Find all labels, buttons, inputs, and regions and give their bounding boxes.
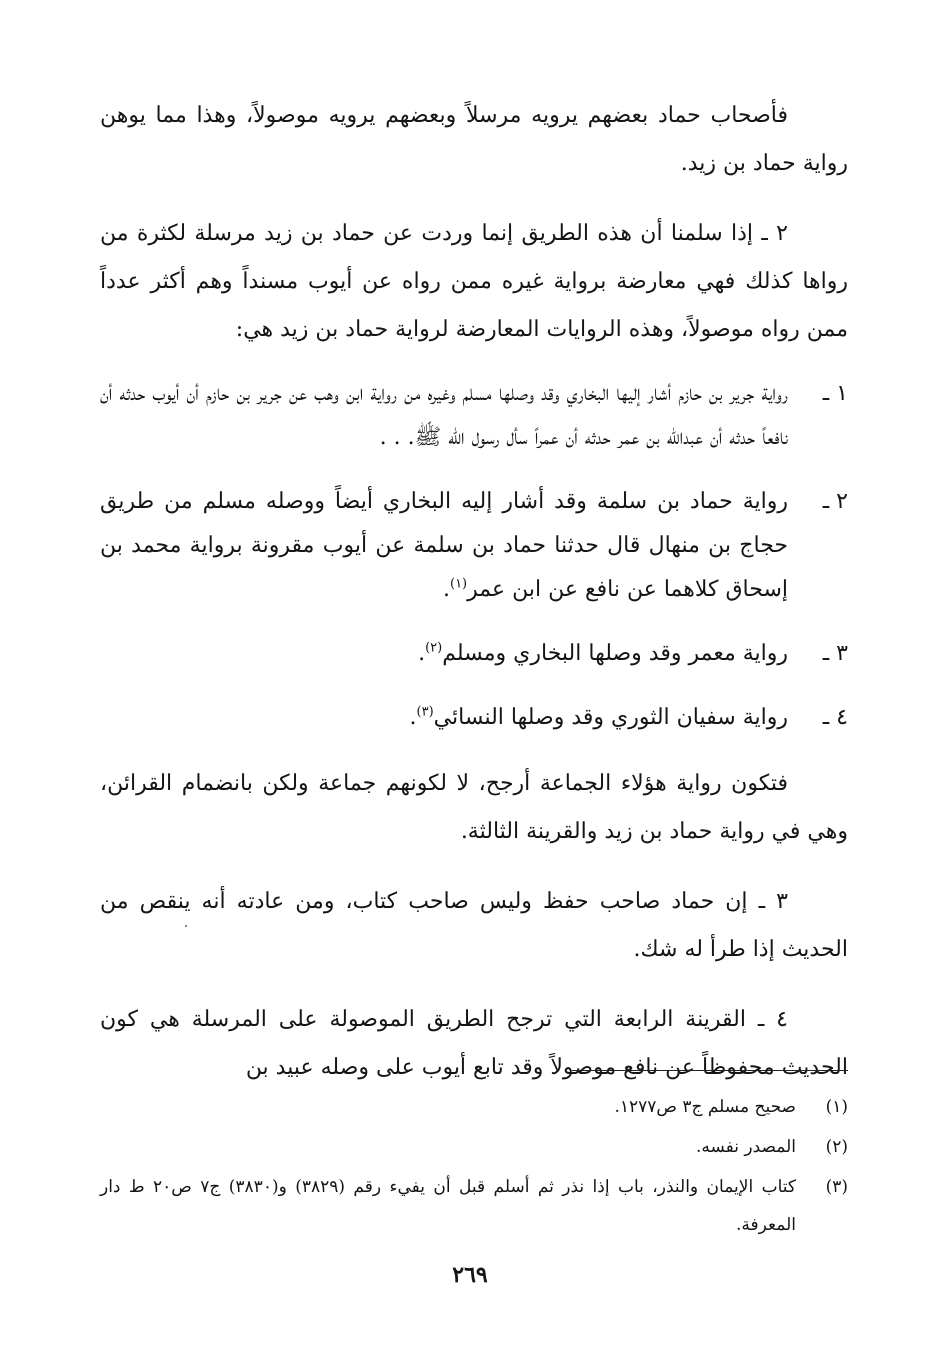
list-text: رواية معمر وقد وصلها البخاري ومسلم xyxy=(442,641,788,666)
list-item: ٤ ـ رواية سفيان الثوري وقد وصلها النسائي$^{(٣)}$. xyxy=(100,696,848,740)
list-item: ٣ ـ رواية معمر وقد وصلها البخاري ومسلم$^{(٢)}$. xyxy=(100,632,848,676)
paragraph-conclusion: فتكون رواية هؤلاء الجماعة أرجح، لا لكونهم جماعة ولكن بانضمام القرائن، وهي في رواية حماد بن زيد والقرينة الثالثة. xyxy=(100,771,848,844)
footnote-separator xyxy=(572,1070,848,1071)
footnote xyxy=(100,1128,848,1166)
footnote-ref: (١) xyxy=(449,576,468,592)
page-number: ٢٦٩ xyxy=(452,1262,488,1288)
footnote-ref: (٢) xyxy=(425,640,443,656)
footnote xyxy=(100,1088,848,1126)
list-number: ٣ ـ xyxy=(822,641,848,666)
footnotes xyxy=(100,1088,848,1246)
footnote-number: (١) xyxy=(825,1097,848,1117)
list-item xyxy=(100,372,848,460)
footnote-ref: (٣) xyxy=(416,704,434,720)
scan-speck xyxy=(185,925,187,927)
paragraph-fourth-point: ٤ ـ القرينة الرابعة التي ترجح الطريق الموصولة على المرسلة هي كون الحديث محفوظاً عن نافع موصولاً وقد تابع أيوب على وصله عبيد بن xyxy=(100,1007,848,1080)
footnote-text: المصدر نفسه. xyxy=(695,1137,796,1157)
list-number: ١ ـ xyxy=(822,381,848,406)
paragraph-intro: فأصحاب حماد بعضهم يرويه مرسلاً وبعضهم يرويه موصولاً، وهذا مما يوهن رواية حماد بن زيد. xyxy=(100,103,848,176)
paragraph-third-point: ٣ ـ إن حماد صاحب حفظ وليس صاحب كتاب، ومن عادته أنه ينقص من الحديث إذا طرأ له شك. xyxy=(100,889,848,962)
list-text: رواية سفيان الثوري وقد وصلها النسائي xyxy=(433,705,788,730)
list-number: ٢ ـ xyxy=(822,489,848,514)
footnote-text: كتاب الإيمان والنذر، باب إذا نذر ثم أسلم قبل أن يفيء رقم (٣٨٢٩) و(٣٨٣٠) ج٧ ص٢٠ ط دار المعرفة. xyxy=(100,1177,796,1235)
footnote xyxy=(100,1168,848,1244)
footnote-text: صحيح مسلم ج٣ ص١٢٧٧. xyxy=(614,1097,796,1117)
footnote-number: (٢) xyxy=(825,1137,848,1157)
list-number: ٤ ـ xyxy=(822,705,848,730)
list-item: ٢ ـ رواية حماد بن سلمة وقد أشار إليه البخاري أيضاً ووصله مسلم من طريق حجاج بن منهال قال حدثنا حماد بن سلمة عن أيوب مقرونة برواية محمد بن إسحاق كلاهما عن نافع عن ابن عمر$^{(١)}$. xyxy=(100,480,848,612)
paragraph-second-point: ٢ ـ إذا سلمنا أن هذه الطريق إنما وردت عن حماد بن زيد مرسلة لكثرة من رواها كذلك فهي معارضة برواية غيره ممن رواه عن أيوب مسنداً وهم أكثر عدداً ممن رواه موصولاً، وهذه الروايات المعارضة لرواية حماد بن زيد هي: xyxy=(100,221,848,342)
list-text: رواية جرير بن حازم أشار إليها البخاري وقد وصلها مسلم وغيره من رواية ابن وهب عن جرير بن حازم أن أيوب حدثه أن نافعاً حدثه أن عبدالله بن عمر حدثه أن عمراً سأل رسول الله ﷺ. . . xyxy=(100,381,788,450)
main-text xyxy=(100,92,848,1106)
footnote-number: (٣) xyxy=(825,1177,848,1197)
list-text: رواية حماد بن سلمة وقد أشار إليه البخاري أيضاً ووصله مسلم من طريق حجاج بن منهال قال حدثنا حماد بن سلمة عن أيوب مقرونة برواية محمد بن إسحاق كلاهما عن نافع عن ابن عمر xyxy=(100,489,788,602)
